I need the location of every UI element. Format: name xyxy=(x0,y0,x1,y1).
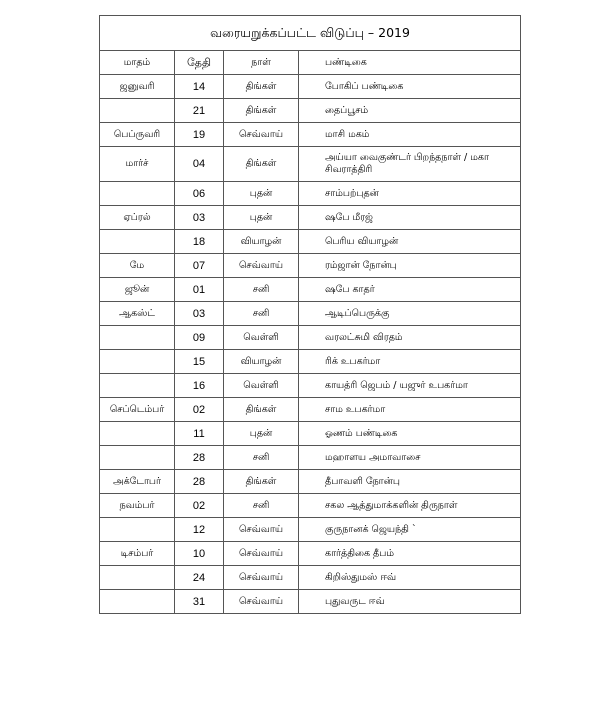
table-row xyxy=(100,302,521,326)
holiday-cell: கார்த்திகை தீபம் xyxy=(299,542,521,566)
holiday-cell: சாம்பற்புதன் xyxy=(299,182,521,206)
day-cell: திங்கள் xyxy=(224,398,299,422)
table-row xyxy=(100,470,521,494)
holiday-cell: தைப்பூசம் xyxy=(299,99,521,123)
table-row xyxy=(100,326,521,350)
holiday-cell: ஆடிப்பெருக்கு xyxy=(299,302,521,326)
date-cell: 03 xyxy=(175,206,224,230)
month-cell: மார்ச் xyxy=(100,147,175,182)
table-row xyxy=(100,494,521,518)
date-cell: 12 xyxy=(175,518,224,542)
month-cell xyxy=(100,518,175,542)
table-row xyxy=(100,518,521,542)
date-cell: 03 xyxy=(175,302,224,326)
date-cell: 19 xyxy=(175,123,224,147)
day-cell: வெள்ளி xyxy=(224,374,299,398)
month-cell: பெப்ருவரி xyxy=(100,123,175,147)
date-cell: 10 xyxy=(175,542,224,566)
table-row xyxy=(100,182,521,206)
holiday-cell: வரலட்சுமி விரதம் xyxy=(299,326,521,350)
holiday-cell: ஓணம் பண்டிகை xyxy=(299,422,521,446)
month-cell xyxy=(100,230,175,254)
table-row xyxy=(100,374,521,398)
holiday-cell: ஷபே காதர் xyxy=(299,278,521,302)
day-cell: செவ்வாய் xyxy=(224,123,299,147)
holiday-cell: போகிப் பண்டிகை xyxy=(299,75,521,99)
table-row xyxy=(100,422,521,446)
table-row xyxy=(100,147,521,182)
holiday-cell: குருநானக் ஜெயந்தி ` xyxy=(299,518,521,542)
day-cell: திங்கள் xyxy=(224,75,299,99)
date-cell: 16 xyxy=(175,374,224,398)
header-date: தேதி xyxy=(175,51,224,75)
month-cell: அக்டோபர் xyxy=(100,470,175,494)
date-cell: 04 xyxy=(175,147,224,182)
month-cell: ஏப்ரல் xyxy=(100,206,175,230)
day-cell: புதன் xyxy=(224,206,299,230)
holiday-cell: சாம உபகர்மா xyxy=(299,398,521,422)
date-cell: 11 xyxy=(175,422,224,446)
day-cell: செவ்வாய் xyxy=(224,254,299,278)
holiday-cell: கிறிஸ்துமஸ் ஈவ் xyxy=(299,566,521,590)
day-cell: வெள்ளி xyxy=(224,326,299,350)
holiday-table xyxy=(99,15,521,614)
holiday-cell: காயத்ரி ஜெபம் / யஜுர் உபகர்மா xyxy=(299,374,521,398)
date-cell: 24 xyxy=(175,566,224,590)
table-row xyxy=(100,254,521,278)
month-cell xyxy=(100,374,175,398)
date-cell: 18 xyxy=(175,230,224,254)
month-cell: ஜூன் xyxy=(100,278,175,302)
day-cell: திங்கள் xyxy=(224,470,299,494)
month-cell: ஜனுவரி xyxy=(100,75,175,99)
table-row xyxy=(100,350,521,374)
date-cell: 21 xyxy=(175,99,224,123)
date-cell: 06 xyxy=(175,182,224,206)
day-cell: வியாழன் xyxy=(224,350,299,374)
day-cell: வியாழன் xyxy=(224,230,299,254)
table-row xyxy=(100,206,521,230)
month-cell xyxy=(100,446,175,470)
table-title: வரையறுக்கப்பட்ட விடுப்பு – 2019 xyxy=(100,16,521,51)
month-cell xyxy=(100,422,175,446)
day-cell: திங்கள் xyxy=(224,147,299,182)
month-cell: ஆகஸ்ட் xyxy=(100,302,175,326)
day-cell: திங்கள் xyxy=(224,99,299,123)
holiday-cell: பெரிய வியாழன் xyxy=(299,230,521,254)
holiday-cell: தீபாவளி நோன்பு xyxy=(299,470,521,494)
month-cell xyxy=(100,350,175,374)
day-cell: சனி xyxy=(224,494,299,518)
holiday-cell: மஹாளய அமாவாசை xyxy=(299,446,521,470)
date-cell: 28 xyxy=(175,470,224,494)
day-cell: சனி xyxy=(224,302,299,326)
month-cell: டிசம்பர் xyxy=(100,542,175,566)
day-cell: புதன் xyxy=(224,422,299,446)
date-cell: 28 xyxy=(175,446,224,470)
date-cell: 02 xyxy=(175,494,224,518)
header-month: மாதம் xyxy=(100,51,175,75)
date-cell: 02 xyxy=(175,398,224,422)
month-cell: செப்டெம்பர் xyxy=(100,398,175,422)
table-row xyxy=(100,123,521,147)
table-row xyxy=(100,75,521,99)
month-cell xyxy=(100,590,175,614)
holiday-cell: ரிக் உபகர்மா xyxy=(299,350,521,374)
date-cell: 31 xyxy=(175,590,224,614)
date-cell: 07 xyxy=(175,254,224,278)
table-row xyxy=(100,590,521,614)
holiday-cell: சகல ஆத்துமாக்களின் திருநாள் xyxy=(299,494,521,518)
header-row xyxy=(100,51,521,75)
month-cell xyxy=(100,326,175,350)
month-cell: நவம்பர் xyxy=(100,494,175,518)
header-day: நாள் xyxy=(224,51,299,75)
table-row xyxy=(100,542,521,566)
table-row xyxy=(100,566,521,590)
title-row xyxy=(100,16,521,51)
holiday-cell: ரம்ஜான் நோன்பு xyxy=(299,254,521,278)
month-cell xyxy=(100,182,175,206)
day-cell: செவ்வாய் xyxy=(224,518,299,542)
day-cell: செவ்வாய் xyxy=(224,590,299,614)
table-row xyxy=(100,230,521,254)
day-cell: செவ்வாய் xyxy=(224,566,299,590)
date-cell: 15 xyxy=(175,350,224,374)
date-cell: 01 xyxy=(175,278,224,302)
table-row xyxy=(100,446,521,470)
table-row xyxy=(100,278,521,302)
day-cell: புதன் xyxy=(224,182,299,206)
holiday-cell: மாசி மகம் xyxy=(299,123,521,147)
month-cell xyxy=(100,99,175,123)
day-cell: சனி xyxy=(224,278,299,302)
table-row xyxy=(100,99,521,123)
table-row xyxy=(100,398,521,422)
date-cell: 14 xyxy=(175,75,224,99)
day-cell: செவ்வாய் xyxy=(224,542,299,566)
date-cell: 09 xyxy=(175,326,224,350)
month-cell: மே xyxy=(100,254,175,278)
holiday-cell: அய்யா வைகுண்டர் பிறந்தநாள் / மகா சிவராத்திரி xyxy=(299,147,521,182)
holiday-cell: ஷபே மீரஜ் xyxy=(299,206,521,230)
header-holiday: பண்டிகை xyxy=(299,51,521,75)
holiday-cell: புதுவருட ஈவ் xyxy=(299,590,521,614)
day-cell: சனி xyxy=(224,446,299,470)
month-cell xyxy=(100,566,175,590)
